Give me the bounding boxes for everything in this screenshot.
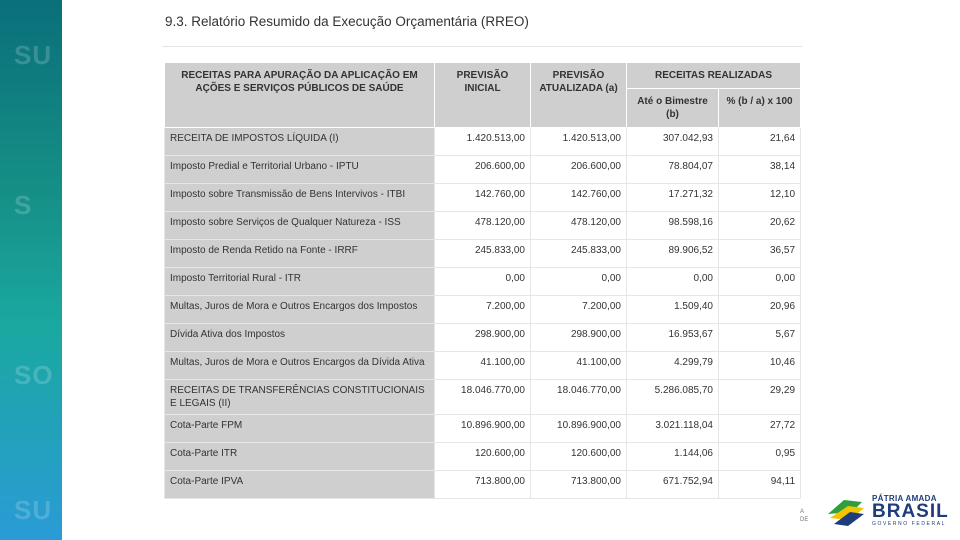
- row-value: 478.120,00: [531, 212, 627, 240]
- table-body: [165, 128, 801, 499]
- row-description: Imposto sobre Transmissão de Bens Intervivos - ITBI: [165, 184, 435, 212]
- row-description: Cota-Parte FPM: [165, 415, 435, 443]
- brand-line3: GOVERNO FEDERAL: [872, 521, 947, 527]
- strip-watermark: SO: [14, 360, 54, 390]
- row-value: 18.046.770,00: [531, 380, 627, 415]
- row-value: 1.509,40: [627, 296, 719, 324]
- row-value: 713.800,00: [531, 471, 627, 499]
- row-value: 1.420.513,00: [531, 128, 627, 156]
- row-value: 20,62: [719, 212, 801, 240]
- row-description: Multas, Juros de Mora e Outros Encargos da Dívida Ativa: [165, 352, 435, 380]
- row-value: 41.100,00: [531, 352, 627, 380]
- row-value: 0,00: [627, 268, 719, 296]
- row-value: 142.760,00: [531, 184, 627, 212]
- row-description: Dívida Ativa dos Impostos: [165, 324, 435, 352]
- row-value: 0,00: [719, 268, 801, 296]
- brasil-logo: [826, 494, 954, 528]
- row-value: 5,67: [719, 324, 801, 352]
- row-description: Imposto de Renda Retido na Fonte - IRRF: [165, 240, 435, 268]
- row-value: 307.042,93: [627, 128, 719, 156]
- row-value: 4.299,79: [627, 352, 719, 380]
- header-receitas-realizadas: RECEITAS REALIZADAS: [627, 63, 801, 89]
- row-value: 27,72: [719, 415, 801, 443]
- row-value: 478.120,00: [435, 212, 531, 240]
- row-description: Imposto Predial e Territorial Urbano - IPTU: [165, 156, 435, 184]
- page-title: 9.3. Relatório Resumido da Execução Orçamentária (RREO): [165, 14, 529, 29]
- row-value: 0,95: [719, 443, 801, 471]
- table-row: [165, 296, 801, 324]
- table-row: [165, 128, 801, 156]
- row-value: 1.420.513,00: [435, 128, 531, 156]
- row-value: 120.600,00: [435, 443, 531, 471]
- row-value: 94,11: [719, 471, 801, 499]
- table-row: [165, 240, 801, 268]
- table-row: [165, 324, 801, 352]
- table-row: [165, 212, 801, 240]
- row-value: 29,29: [719, 380, 801, 415]
- document-page: [140, 0, 820, 540]
- row-value: 36,57: [719, 240, 801, 268]
- row-value: 671.752,94: [627, 471, 719, 499]
- table-row: [165, 380, 801, 415]
- header-previsao-inicial: PREVISÃO INICIAL: [435, 63, 531, 128]
- row-value: 7.200,00: [435, 296, 531, 324]
- row-value: 298.900,00: [435, 324, 531, 352]
- row-value: 38,14: [719, 156, 801, 184]
- row-value: 0,00: [435, 268, 531, 296]
- row-value: 206.600,00: [435, 156, 531, 184]
- table-row: [165, 156, 801, 184]
- table-row: [165, 415, 801, 443]
- row-value: 78.804,07: [627, 156, 719, 184]
- brazil-flag-icon: [826, 496, 866, 526]
- left-decorative-strip: [0, 0, 62, 540]
- title-divider: [162, 46, 802, 47]
- header-previsao-atualizada: PREVISÃO ATUALIZADA (a): [531, 63, 627, 128]
- table-row: [165, 184, 801, 212]
- table-row: [165, 443, 801, 471]
- row-description: RECEITAS DE TRANSFERÊNCIAS CONSTITUCIONAIS E LEGAIS (II): [165, 380, 435, 415]
- row-value: 89.906,52: [627, 240, 719, 268]
- row-value: 20,96: [719, 296, 801, 324]
- row-value: 245.833,00: [531, 240, 627, 268]
- row-value: 206.600,00: [531, 156, 627, 184]
- row-value: 5.286.085,70: [627, 380, 719, 415]
- table-row: [165, 471, 801, 499]
- row-description: Multas, Juros de Mora e Outros Encargos dos Impostos: [165, 296, 435, 324]
- row-value: 142.760,00: [435, 184, 531, 212]
- row-value: 0,00: [531, 268, 627, 296]
- table-row: [165, 352, 801, 380]
- header-percentual: % (b / a) x 100: [719, 89, 801, 128]
- row-value: 1.144,06: [627, 443, 719, 471]
- header-ate-bimestre: Até o Bimestre (b): [627, 89, 719, 128]
- row-description: Cota-Parte IPVA: [165, 471, 435, 499]
- row-value: 713.800,00: [435, 471, 531, 499]
- row-value: 7.200,00: [531, 296, 627, 324]
- table-row: [165, 268, 801, 296]
- row-value: 18.046.770,00: [435, 380, 531, 415]
- row-value: 3.021.118,04: [627, 415, 719, 443]
- row-value: 245.833,00: [435, 240, 531, 268]
- row-value: 21,64: [719, 128, 801, 156]
- strip-watermark: S: [14, 190, 33, 220]
- row-description: Cota-Parte ITR: [165, 443, 435, 471]
- brand-line2: BRASIL: [872, 501, 949, 522]
- row-value: 10.896.900,00: [531, 415, 627, 443]
- brand-line1: PÁTRIA AMADA: [872, 494, 937, 503]
- row-description: Imposto Territorial Rural - ITR: [165, 268, 435, 296]
- row-value: 16.953,67: [627, 324, 719, 352]
- row-description: Imposto sobre Serviços de Qualquer Natureza - ISS: [165, 212, 435, 240]
- row-value: 98.598,16: [627, 212, 719, 240]
- strip-watermark: SU: [14, 495, 53, 525]
- row-description: RECEITA DE IMPOSTOS LÍQUIDA (I): [165, 128, 435, 156]
- row-value: 10,46: [719, 352, 801, 380]
- row-value: 12,10: [719, 184, 801, 212]
- rreo-table: [164, 62, 801, 499]
- cropped-text-fragment: A DE: [800, 509, 809, 523]
- row-value: 17.271,32: [627, 184, 719, 212]
- header-receitas: RECEITAS PARA APURAÇÃO DA APLICAÇÃO EM AÇÕES E SERVIÇOS PÚBLICOS DE SAÚDE: [165, 63, 435, 128]
- strip-watermark: SU: [14, 40, 53, 70]
- row-value: 298.900,00: [531, 324, 627, 352]
- row-value: 10.896.900,00: [435, 415, 531, 443]
- row-value: 120.600,00: [531, 443, 627, 471]
- row-value: 41.100,00: [435, 352, 531, 380]
